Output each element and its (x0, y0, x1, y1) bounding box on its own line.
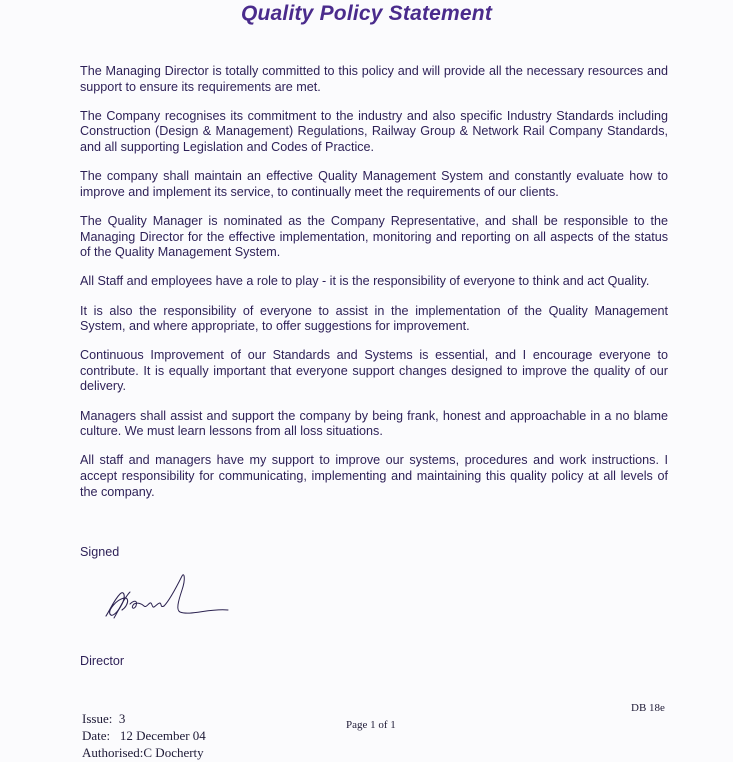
paragraph-qms: The company shall maintain an effective Quality Management System and constantly evaluate how to improve and implement its service, to continually meet the requirements of our clients. (80, 169, 668, 199)
issue-date: Date: 12 December 04 (82, 728, 206, 743)
page-number: Page 1 of 1 (346, 719, 396, 731)
paragraph-commitment: The Managing Director is totally committed to this policy and will provide all the necessary resources and support to ensure its requirements are met. (80, 64, 668, 94)
paragraph-support: All staff and managers have my support to improve our systems, procedures and work instructions. I accept responsibility for communicating, implementing and maintaining this quality policy at all levels of the company. (80, 453, 668, 499)
document-title: Quality Policy Statement (240, 2, 493, 25)
paragraph-industry-standards: The Company recognises its commitment to the industry and also specific Industry Standards including Construction (Design & Management) Regulations, Railway Group & Network Rail Company Standards, and all supporting Legislation and Codes of Practice. (80, 108, 668, 154)
authorised-by: Authorised:C Docherty (82, 745, 204, 760)
paragraph-staff-role: All Staff and employees have a role to play - it is the responsibility of everyone to think and act Quality. (80, 274, 650, 289)
signer-title: Director (80, 654, 125, 668)
paragraph-managers: Managers shall assist and support the company by being frank, honest and approachable in a no blame culture. We must learn lessons from all loss situations. (80, 408, 668, 439)
handwritten-signature (100, 570, 240, 630)
paragraph-continuous-improvement: Continuous Improvement of our Standards and Systems is essential, and I encourage everyone to contribute. It is equally important that everyone support changes designed to improve the quality of our delivery. (80, 348, 668, 394)
signed-label: Signed (80, 545, 120, 559)
issue-block (82, 710, 206, 761)
policy-body (80, 64, 668, 514)
issue-number: Issue: 3 (82, 711, 126, 726)
paragraph-quality-manager: The Quality Manager is nominated as the Company Representative, and shall be responsible to the Managing Director for the effective implementation, monitoring and reporting on all aspects of the status of the Quality Management System. (80, 213, 668, 260)
paragraph-responsibility: It is also the responsibility of everyone to assist in the implementation of the Quality Management System, and where appropriate, to offer suggestions for improvement. (80, 303, 668, 334)
document-reference: DB 18e (631, 702, 665, 714)
